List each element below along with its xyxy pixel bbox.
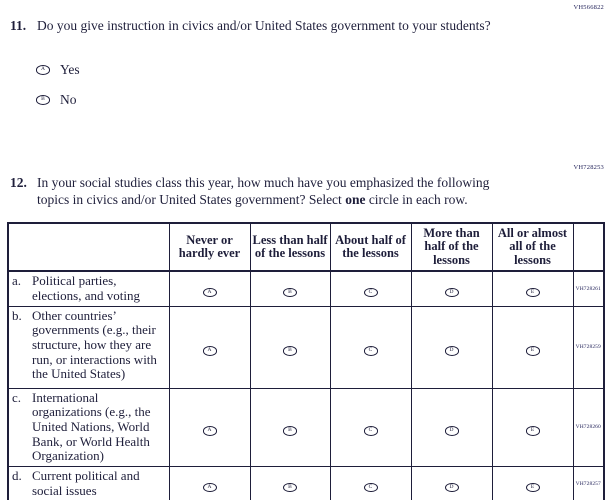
q12-row-b-topic: Other countries’ governments (e.g., their structure, how they are run, or interactions with the United States) [32, 307, 157, 382]
q12-matrix-table [7, 222, 605, 500]
q12-row-a-topic-cell [8, 271, 169, 306]
q12-row-a-option-A[interactable]: A [203, 288, 217, 298]
q12-row-d-cell-C [330, 466, 411, 500]
q12-row-d-cell-B [250, 466, 330, 500]
q12-row-b-code: VH728259 [573, 306, 604, 388]
q12-row-c-cell-B [250, 388, 330, 466]
q11-option-yes-bubble[interactable]: A [36, 65, 50, 75]
q12-row-b [8, 306, 604, 388]
question-12-text-bold: one [345, 191, 366, 207]
q12-row-d-code: VH728257 [573, 466, 604, 500]
q12-row-a-option-E[interactable]: E [526, 288, 540, 298]
q12-row-a-option-D[interactable]: D [445, 288, 459, 298]
q12-header-col-4: More than half of the lessons [411, 223, 492, 271]
question-11 [10, 18, 492, 35]
q12-row-b-option-C[interactable]: C [364, 346, 378, 356]
q12-row-b-option-E[interactable]: E [526, 346, 540, 356]
q12-row-c-cell-C [330, 388, 411, 466]
question-11-number: 11. [10, 18, 27, 33]
q12-row-c [8, 388, 604, 466]
q12-row-a-option-B[interactable]: B [283, 288, 297, 298]
q12-row-c-topic-cell [8, 388, 169, 466]
q12-row-b-letter: b. [12, 307, 22, 323]
q12-header-col-5: All or almost all of the lessons [492, 223, 573, 271]
q12-row-a-cell-A [169, 271, 250, 306]
q12-row-d-option-A[interactable]: A [203, 483, 217, 493]
q12-row-c-code: VH728260 [573, 388, 604, 466]
question-12 [10, 175, 492, 208]
q12-row-a-cell-E [492, 271, 573, 306]
q12-row-d-cell-A [169, 466, 250, 500]
q12-row-d-option-C[interactable]: C [364, 483, 378, 493]
q12-row-d [8, 466, 604, 500]
q12-row-d-topic: Current political and social issues [32, 467, 140, 498]
q12-header-code-empty [573, 223, 604, 271]
question-12-number: 12. [10, 175, 27, 190]
form-code-q12: VH728253 [573, 164, 604, 171]
q12-row-b-option-B[interactable]: B [283, 346, 297, 356]
q12-row-c-option-C[interactable]: C [364, 426, 378, 436]
q12-row-c-topic: International organizations (e.g., the United Nations, World Bank, or World Health Organization) [32, 389, 151, 464]
q11-option-yes[interactable] [36, 62, 80, 78]
q12-row-c-cell-D [411, 388, 492, 466]
q12-row-c-cell-E [492, 388, 573, 466]
q12-row-a-topic: Political parties, elections, and voting [32, 273, 140, 303]
q12-row-b-topic-cell [8, 306, 169, 388]
question-12-text-end: circle in each row. [365, 191, 468, 207]
q12-row-d-option-B[interactable]: B [283, 483, 297, 493]
q12-row-a-option-C[interactable]: C [364, 288, 378, 298]
q12-row-c-option-D[interactable]: D [445, 426, 459, 436]
q12-row-d-option-E[interactable]: E [526, 483, 540, 493]
q12-row-a-code: VH728261 [573, 271, 604, 306]
q12-row-a-cell-D [411, 271, 492, 306]
q12-row-b-option-A[interactable]: A [203, 346, 217, 356]
q12-row-c-option-E[interactable]: E [526, 426, 540, 436]
q12-header-col-1: Never or hardly ever [169, 223, 250, 271]
question-12-text [37, 175, 492, 208]
q12-row-b-option-D[interactable]: D [445, 346, 459, 356]
q12-row-a-cell-B [250, 271, 330, 306]
q12-row-b-cell-D [411, 306, 492, 388]
q12-row-b-cell-C [330, 306, 411, 388]
q12-row-a [8, 271, 604, 306]
q12-row-a-letter: a. [12, 273, 22, 288]
q12-row-b-cell-A [169, 306, 250, 388]
q12-row-d-option-D[interactable]: D [445, 483, 459, 493]
q12-header-row [8, 223, 604, 271]
q12-row-d-letter: d. [12, 467, 22, 483]
q12-row-b-cell-E [492, 306, 573, 388]
q12-row-c-option-B[interactable]: B [283, 426, 297, 436]
question-12-text-start: In your social studies class this year, how much have you emphasized the following topics in civics and/or United States government? Select [37, 175, 490, 207]
q11-option-no[interactable] [36, 92, 77, 108]
q12-row-c-cell-A [169, 388, 250, 466]
q12-header-col-2: Less than half of the lessons [250, 223, 330, 271]
q12-row-b-cell-B [250, 306, 330, 388]
q12-row-d-topic-cell [8, 466, 169, 500]
q11-option-no-bubble[interactable]: B [36, 95, 50, 105]
q12-header-empty [8, 223, 169, 271]
form-code-q11: VH566822 [573, 4, 604, 11]
q11-option-yes-label: Yes [60, 62, 80, 77]
q12-row-d-cell-E [492, 466, 573, 500]
q11-option-no-label: No [60, 92, 77, 107]
q12-header-col-3: About half of the lessons [330, 223, 411, 271]
q12-row-c-option-A[interactable]: A [203, 426, 217, 436]
q12-row-d-cell-D [411, 466, 492, 500]
question-11-text: Do you give instruction in civics and/or United States government to your students? [37, 18, 491, 33]
q12-row-c-letter: c. [12, 389, 22, 405]
q12-row-a-cell-C [330, 271, 411, 306]
